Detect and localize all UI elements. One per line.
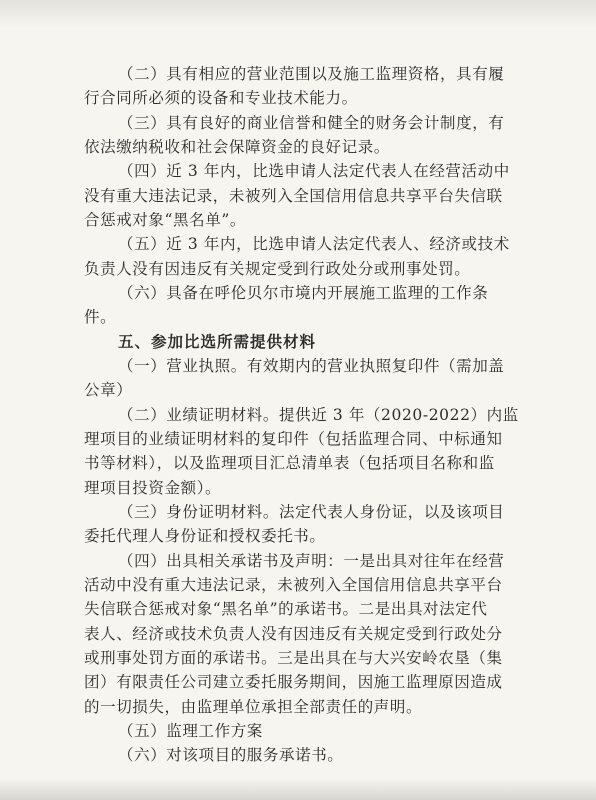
paragraph-line: 活动中没有重大违法记录，未被列入全国信用信息共享平台 [84,576,503,594]
paragraph-line: 的一切损失，由监理单位承担全部责任的声明。 [84,698,423,716]
paragraph-line: （四）出具相关承诺书及声明：一是出具对往年在经营 [118,552,505,570]
paragraph-line: 公章） [84,381,133,399]
scan-shadow-top [0,0,596,28]
paragraph-line: 或刑事处罚方面的承诺书。三是出具在与大兴安岭农垦（集 [84,649,503,667]
paragraph-line: 理项目的业绩证明材料的复印件（包括监理合同、中标通知 [84,430,503,448]
paragraph-line: 行合同所必须的设备和专业技术能力。 [84,89,358,107]
paragraph-line: （五）近 3 年内，比选申请人法定代表人、经济或技术 [118,235,510,253]
paragraph-line: 依法缴纳税收和社会保障资金的良好记录。 [84,138,390,156]
paragraph-line: 件。 [84,308,117,326]
paragraph-line: 合惩戒对象“黑名单”。 [84,211,246,229]
paragraph-line: 没有重大违法记录，未被列入全国信用信息共享平台失信联 [84,187,503,205]
paragraph-line: （三）具有良好的商业信誉和健全的财务会计制度，有 [118,114,505,132]
paragraph-line: 表人、经济或技术负责人没有因违反有关规定受到行政处分 [84,625,503,643]
scan-shadow-bottom [0,778,596,800]
paragraph-line: 书等材料），以及监理项目汇总清单表（包括项目名称和监 [84,454,495,472]
paragraph-line: （二）业绩证明材料。提供近 3 年（2020-2022）内监 [118,406,519,424]
paragraph-line: （一）营业执照。有效期内的营业执照复印件（需加盖 [118,357,505,375]
paragraph-line: 理项目投资金额）。 [84,479,222,497]
paragraph-line: 团）有限责任公司建立委托服务期间，因施工监理原因造成 [84,673,503,691]
paragraph-line: 委托代理人身份证和授权委托书。 [84,527,326,545]
paragraph-line: （六）具备在呼伦贝尔市境内开展施工监理的工作条 [118,284,489,302]
paragraph-line: （五）监理工作方案 [118,722,263,740]
paragraph-line: （二）具有相应的营业范围以及施工监理资格，具有履 [118,65,505,83]
paragraph-line: 失信联合惩戒对象“黑名单”的承诺书。二是出具对法定代 [84,600,488,618]
paragraph-line: （六）对该项目的服务承诺书。 [118,746,344,764]
section-heading: 五、参加比选所需提供材料 [118,333,317,351]
paragraph-line: 负责人没有因违反有关规定受到行政处分或刑事处罚。 [84,260,471,278]
paragraph-line: （四）近 3 年内，比选申请人法定代表人在经营活动中 [118,162,510,180]
paragraph-line: （三）身份证明材料。法定代表人身份证，以及该项目 [118,503,505,521]
